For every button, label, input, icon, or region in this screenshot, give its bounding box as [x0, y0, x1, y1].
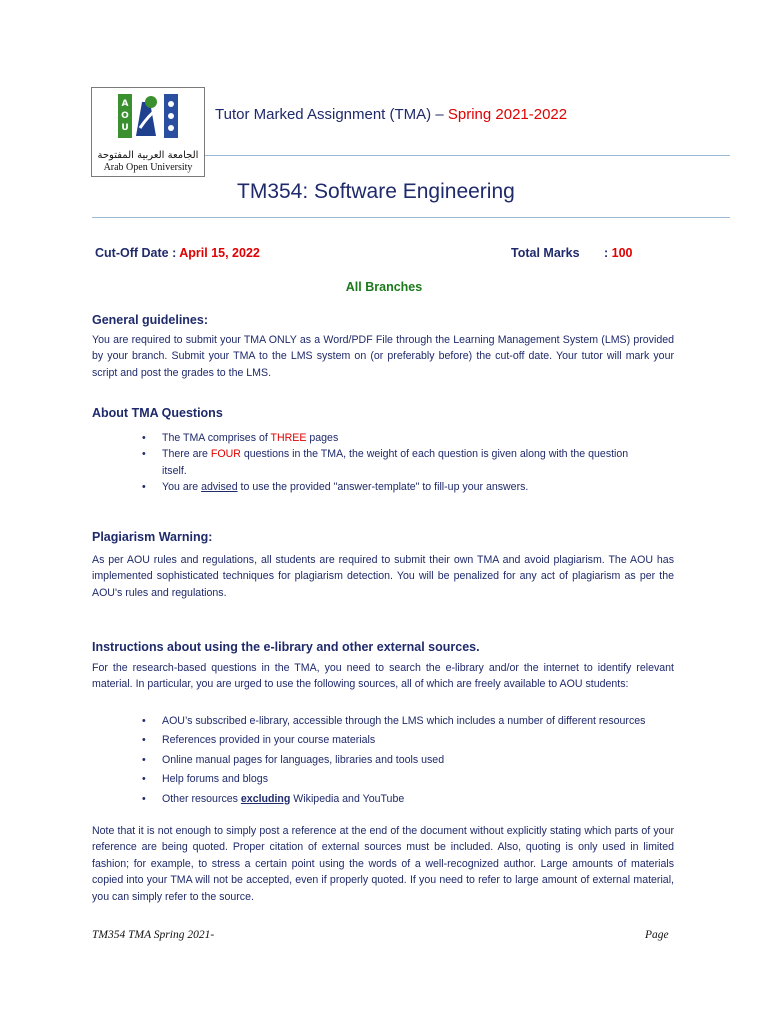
item-text: The TMA comprises of — [162, 432, 271, 444]
item-text: Other resources — [162, 792, 241, 805]
item-text: pages — [306, 432, 339, 444]
item-text: questions in the TMA, the weight of each question is given along with the question itself. — [162, 448, 629, 477]
svg-text:A: A — [121, 99, 129, 109]
about-tma-heading: About TMA Questions — [92, 406, 223, 420]
header-rule-bottom — [92, 217, 730, 218]
list-item — [142, 752, 672, 768]
svg-text:O: O — [121, 111, 129, 121]
total-marks — [511, 246, 580, 260]
list-item — [142, 446, 642, 479]
item-highlight: FOUR — [210, 448, 241, 461]
item-text: References provided in your course materials — [162, 734, 376, 747]
elibrary-note: Note that it is not enough to simply post a reference at the end of the document without explicitly stating which parts of your reference are being quoted. Proper citation of external sources must be included. Also, quoting is only used in limited fashion; for example, to stress a certain point using the words of a well-recognized author. Large amounts of materials copied into your TMA will not be accepted, even if properly quoted. If you need to refer to large amount of external material, you can simply refer to the source. — [92, 825, 674, 903]
footer-course: TM354 TMA Spring 2021- — [92, 929, 215, 941]
item-text: Help forums and blogs — [162, 773, 268, 786]
svg-text:U: U — [121, 123, 129, 133]
item-underlined: advised — [201, 481, 238, 494]
tma-title-prefix: Tutor Marked Assignment (TMA) – — [215, 106, 448, 123]
aou-logo — [91, 87, 205, 177]
course-title: TM354: Software Engineering — [237, 180, 515, 203]
list-item — [142, 479, 642, 495]
marks-value: 100 — [611, 246, 633, 260]
about-tma-list — [142, 430, 642, 496]
cutoff-date — [95, 246, 260, 260]
cutoff-value: April 15, 2022 — [179, 246, 260, 260]
logo-english-name: Arab Open University — [103, 162, 193, 173]
marks-separator: : — [604, 246, 612, 260]
total-marks-value — [604, 246, 633, 260]
list-item — [142, 732, 672, 748]
tma-title — [215, 106, 567, 123]
general-guidelines-heading: General guidelines: — [92, 313, 209, 327]
cutoff-label: Cut-Off Date : — [95, 246, 180, 260]
item-text: You are — [162, 481, 202, 494]
list-item — [142, 771, 672, 787]
elibrary-heading: Instructions about using the e-library and other external sources. — [92, 640, 480, 654]
item-text: There are — [162, 448, 211, 461]
logo-arabic-name: الجامعة العربية المفتوحة — [97, 150, 199, 161]
list-item — [142, 791, 672, 807]
tma-term: Spring 2021-2022 — [447, 106, 568, 123]
general-guidelines-text: You are required to submit your TMA ONLY as a Word/PDF File through the Learning Management System (LMS) provided by your branch. Submit your TMA to the LMS system on (or preferably before) the cut-off date. Your tutor will mark your script and post the grades to the LMS. — [92, 334, 674, 379]
aou-logo-icon — [92, 88, 204, 150]
marks-label: Total Marks — [511, 246, 580, 260]
header-rule-top — [205, 155, 730, 156]
item-underlined: excluding — [240, 792, 291, 805]
list-item — [142, 713, 672, 729]
item-highlight: THREE — [270, 432, 307, 444]
branches: All Branches — [345, 280, 423, 294]
list-item — [142, 430, 642, 446]
plagiarism-text: As per AOU rules and regulations, all students are required to submit their own TMA and avoid plagiarism. The AOU has implemented sophisticated techniques for plagiarism detection. You will be penalized for any act of plagiarism as per the AOU's rules and regulations. — [92, 554, 674, 599]
item-text: to use the provided "answer-template" to fill-up your answers. — [237, 481, 529, 494]
plagiarism-heading: Plagiarism Warning: — [92, 530, 213, 544]
elibrary-sources-list — [142, 713, 672, 807]
item-text: Wikipedia and YouTube — [290, 792, 405, 805]
item-text: Online manual pages for languages, libraries and tools used — [162, 753, 445, 766]
elibrary-intro: For the research-based questions in the TMA, you need to search the e-library and/or the internet to identify relevant material. In particular, you are urged to use the following sources, all of which are freely available to AOU students: — [92, 662, 674, 691]
item-text: AOU’s subscribed e-library, accessible through the LMS which includes a number of different resources — [162, 715, 646, 727]
footer-page: Page — [645, 929, 669, 941]
